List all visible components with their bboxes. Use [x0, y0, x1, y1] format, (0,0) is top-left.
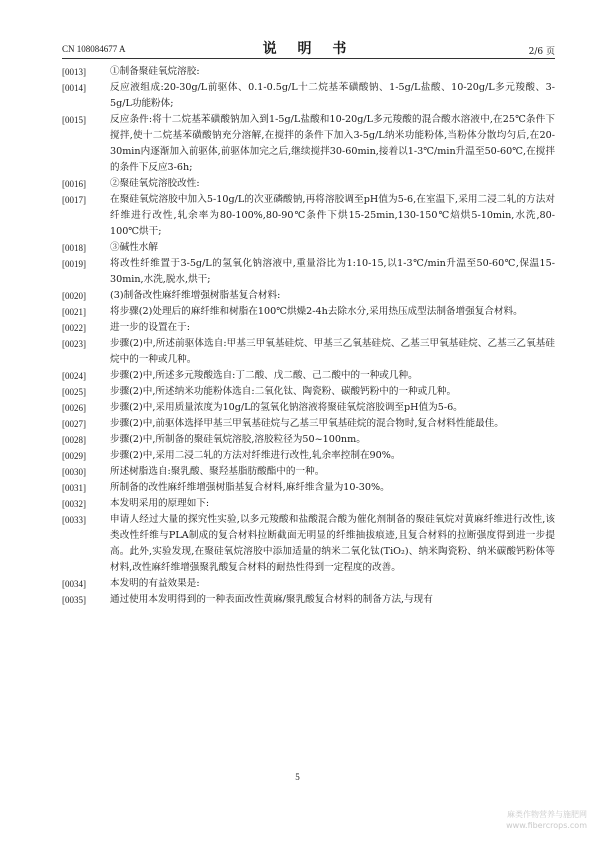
paragraph	[62, 416, 555, 432]
header-divider	[62, 58, 555, 59]
paragraph	[62, 368, 555, 384]
paragraph	[62, 496, 555, 512]
paragraph-number: [0023]	[62, 339, 86, 349]
paragraph	[62, 112, 555, 176]
paragraph-number: [0034]	[62, 579, 86, 589]
paragraph-text: 步骤(2)中,所制备的聚硅氧烷溶胶,溶胶粒径为50~100nm。	[110, 434, 366, 445]
paragraph-text: 步骤(2)中,采用质量浓度为10g/L的氢氧化钠溶液将聚硅氧烷溶胶调至pH值为5-6。	[110, 402, 463, 413]
paragraph-number: [0020]	[62, 291, 86, 301]
paragraph-number: [0028]	[62, 435, 86, 445]
paragraph-number: [0016]	[62, 179, 86, 189]
paragraph-number: [0024]	[62, 371, 86, 381]
paragraph	[62, 288, 555, 304]
paragraph-text: 本发明的有益效果是:	[110, 578, 200, 589]
paragraph-number: [0026]	[62, 403, 86, 413]
paragraph-text: 在聚硅氧烷溶胶中加入5-10g/L的次亚磷酸钠,再将溶胶调至pH值为5-6,在室温下,采用二浸二轧的方法对纤维进行改性,轧余率为80-100%,80-90℃条件下烘15-25min,130-150℃焙烘5-10min,水洗,80-100℃烘干;	[110, 194, 555, 237]
paragraph	[62, 464, 555, 480]
watermark-url: www.fibercrops.com	[506, 821, 587, 830]
paragraph-text: 反应液组成:20-30g/L前驱体、0.1-0.5g/L十二烷基苯磺酸钠、1-5g/L盐酸、10-20g/L多元羧酸、3-5g/L功能粉体;	[110, 82, 555, 109]
paragraph	[62, 320, 555, 336]
paragraph	[62, 80, 555, 112]
page-indicator: 2/6 页	[528, 47, 555, 57]
paragraph-text: 步骤(2)中,前驱体选择甲基三甲氧基硅烷与乙基三甲氧基硅烷的混合物时,复合材料性能最佳。	[110, 418, 504, 429]
paragraph-text: (3)制备改性麻纤维增强树脂基复合材料:	[110, 290, 281, 301]
paragraph-text: 将步骤(2)处理后的麻纤维和树脂在100℃烘燥2-4h去除水分,采用热压成型法制备增强复合材料。	[110, 306, 523, 317]
paragraph	[62, 576, 555, 592]
paragraph	[62, 432, 555, 448]
paragraph	[62, 400, 555, 416]
paragraph-number: [0031]	[62, 483, 86, 493]
paragraph-text: 步骤(2)中,所述前驱体选自:甲基三甲氧基硅烷、甲基三乙氧基硅烷、乙基三甲氧基硅烷、乙基三乙氧基硅烷中的一种或几种。	[110, 338, 555, 365]
paragraph	[62, 304, 555, 320]
paragraph-number: [0029]	[62, 451, 86, 461]
paragraph	[62, 192, 555, 240]
paragraph	[62, 240, 555, 256]
watermark	[506, 809, 587, 831]
paragraph-text: 所制备的改性麻纤维增强树脂基复合材料,麻纤维含量为10-30%。	[110, 482, 390, 493]
paragraph-number: [0033]	[62, 515, 86, 525]
paragraph-number: [0032]	[62, 499, 86, 509]
paragraph-number: [0030]	[62, 467, 86, 477]
paragraph	[62, 176, 555, 192]
paragraph-number: [0027]	[62, 419, 86, 429]
page-number: 5	[295, 772, 300, 782]
paragraph-number: [0021]	[62, 307, 86, 317]
paragraph-number: [0035]	[62, 595, 86, 605]
watermark-text: 麻类作物营养与施肥网	[507, 810, 587, 819]
paragraph-number: [0025]	[62, 387, 86, 397]
paragraph-text: 反应条件:将十二烷基苯磺酸钠加入到1-5g/L盐酸和10-20g/L多元羧酸的混合酸水溶液中,在25℃条件下搅拌,使十二烷基苯磺酸钠充分溶解,在搅拌的条件下加入3-5g/L纳米功能粉体,当粉体分散均匀后,在20-30min内逐渐加入前驱体,前驱体加完之后,继续搅拌30-60min,接着以1-3℃/min升温至50-60℃,在搅拌的条件下反应3-6h;	[110, 114, 555, 173]
paragraph	[62, 384, 555, 400]
paragraph-text: 步骤(2)中,所述多元羧酸选自:丁二酸、戊二酸、己二酸中的一种或几种。	[110, 370, 418, 381]
document-body	[62, 64, 555, 608]
paragraph-text: 所述树脂选自:聚乳酸、聚羟基脂肪酸酯中的一种。	[110, 466, 325, 477]
paragraph-text: 步骤(2)中,所述纳米功能粉体选自:二氧化钛、陶瓷粉、碳酸钙粉中的一种或几种。	[110, 386, 457, 397]
paragraph-number: [0017]	[62, 195, 86, 205]
document-title: 说 明 书	[262, 41, 355, 57]
paragraph	[62, 592, 555, 608]
paragraph	[62, 512, 555, 576]
paragraph-text: 进一步的设置在于:	[110, 322, 190, 333]
paragraph-text: 将改性纤维置于3-5g/L的氢氧化钠溶液中,重量浴比为1:10-15,以1-3℃/min升温至50-60℃,保温15-30min,水洗,脱水,烘干;	[110, 258, 555, 285]
paragraph-number: [0014]	[62, 83, 86, 93]
document-number: CN 108084677 A	[62, 44, 126, 54]
paragraph-number: [0019]	[62, 259, 86, 269]
paragraph-text: 申请人经过大量的探究性实验,以多元羧酸和盐酸混合酸为催化剂制备的聚硅氧烷对黄麻纤维进行改性,该类改性纤维与PLA制成的复合材料拉断截面无明显的纤维抽拔痕迹,且复合材料的拉断强度得到进一步提高。此外,实验发现,在聚硅氧烷溶胶中添加适量的纳米二氧化钛(TiO₂)、纳米陶瓷粉、纳米碳酸钙粉体等材料,改性麻纤维增强聚乳酸复合材料的耐热性得到一定程度的改善。	[110, 514, 555, 573]
paragraph-text: 本发明采用的原理如下:	[110, 498, 210, 509]
paragraph-text: 通过使用本发明得到的一种表面改性黄麻/聚乳酸复合材料的制备方法,与现有	[110, 594, 433, 605]
paragraph	[62, 64, 555, 80]
paragraph-text: ①制备聚硅氧烷溶胶:	[110, 66, 200, 77]
paragraph-text: ③碱性水解	[110, 242, 158, 253]
paragraph	[62, 256, 555, 288]
paragraph	[62, 448, 555, 464]
paragraph	[62, 480, 555, 496]
paragraph-number: [0022]	[62, 323, 86, 333]
paragraph-number: [0013]	[62, 67, 86, 77]
paragraph-text: 步骤(2)中,采用二浸二轧的方法对纤维进行改性,轧余率控制在90%。	[110, 450, 401, 461]
paragraph	[62, 336, 555, 368]
paragraph-number: [0018]	[62, 243, 86, 253]
paragraph-number: [0015]	[62, 115, 86, 125]
paragraph-text: ②聚硅氧烷溶胶改性:	[110, 178, 200, 189]
